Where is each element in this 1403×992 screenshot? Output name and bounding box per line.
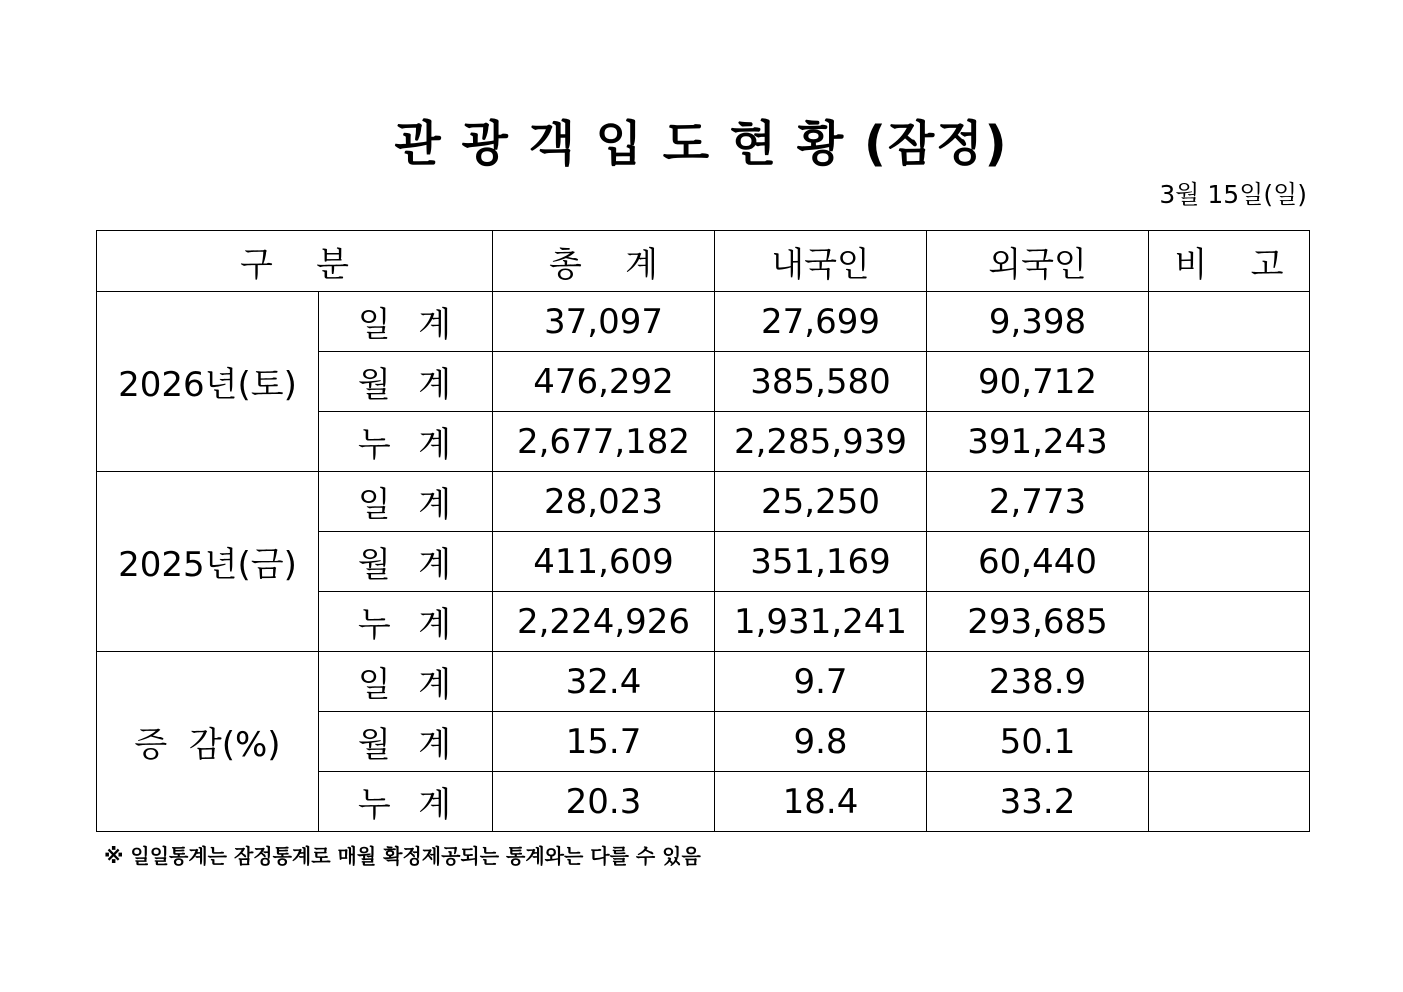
cell-remarks bbox=[1149, 352, 1310, 412]
cell-remarks bbox=[1149, 472, 1310, 532]
cell-total: 32.4 bbox=[493, 652, 715, 712]
row-sub-label: 누 계 bbox=[319, 592, 493, 652]
cell-domestic: 1,931,241 bbox=[715, 592, 927, 652]
row-group-label: 2026년(토) bbox=[97, 292, 319, 472]
header-total: 총 계 bbox=[493, 231, 715, 292]
cell-total: 15.7 bbox=[493, 712, 715, 772]
row-sub-label: 누 계 bbox=[319, 772, 493, 832]
row-sub-label: 일 계 bbox=[319, 652, 493, 712]
cell-remarks bbox=[1149, 532, 1310, 592]
cell-total: 2,224,926 bbox=[493, 592, 715, 652]
cell-total: 28,023 bbox=[493, 472, 715, 532]
cell-foreign: 50.1 bbox=[927, 712, 1149, 772]
page-title: 관 광 객 입 도 현 황 (잠정) bbox=[394, 116, 1009, 172]
cell-total: 20.3 bbox=[493, 772, 715, 832]
header-domestic: 내국인 bbox=[715, 231, 927, 292]
cell-total: 37,097 bbox=[493, 292, 715, 352]
row-sub-label: 월 계 bbox=[319, 712, 493, 772]
header-category: 구 분 bbox=[97, 231, 493, 292]
table-header-row bbox=[97, 231, 1310, 292]
cell-remarks bbox=[1149, 712, 1310, 772]
cell-domestic: 351,169 bbox=[715, 532, 927, 592]
cell-foreign: 9,398 bbox=[927, 292, 1149, 352]
cell-domestic: 25,250 bbox=[715, 472, 927, 532]
table-row bbox=[97, 652, 1310, 712]
cell-foreign: 293,685 bbox=[927, 592, 1149, 652]
cell-remarks bbox=[1149, 412, 1310, 472]
table-row bbox=[97, 292, 1310, 352]
row-sub-label: 누 계 bbox=[319, 412, 493, 472]
cell-domestic: 385,580 bbox=[715, 352, 927, 412]
cell-domestic: 2,285,939 bbox=[715, 412, 927, 472]
cell-foreign: 238.9 bbox=[927, 652, 1149, 712]
row-sub-label: 월 계 bbox=[319, 352, 493, 412]
cell-foreign: 33.2 bbox=[927, 772, 1149, 832]
footnote: ※ 일일통계는 잠정통계로 매월 확정제공되는 통계와는 다를 수 있음 bbox=[104, 844, 701, 868]
cell-foreign: 60,440 bbox=[927, 532, 1149, 592]
row-group-label: 증 감(%) bbox=[97, 652, 319, 832]
cell-total: 2,677,182 bbox=[493, 412, 715, 472]
cell-foreign: 391,243 bbox=[927, 412, 1149, 472]
row-group-label: 2025년(금) bbox=[97, 472, 319, 652]
row-sub-label: 월 계 bbox=[319, 532, 493, 592]
header-foreign: 외국인 bbox=[927, 231, 1149, 292]
cell-remarks bbox=[1149, 772, 1310, 832]
cell-foreign: 2,773 bbox=[927, 472, 1149, 532]
table-body bbox=[97, 231, 1310, 832]
table-row bbox=[97, 472, 1310, 532]
row-sub-label: 일 계 bbox=[319, 472, 493, 532]
cell-foreign: 90,712 bbox=[927, 352, 1149, 412]
header-remarks: 비 고 bbox=[1149, 231, 1310, 292]
tourist-stats-table bbox=[96, 230, 1310, 832]
cell-domestic: 9.7 bbox=[715, 652, 927, 712]
cell-remarks bbox=[1149, 292, 1310, 352]
report-date: 3월 15일(일) bbox=[1159, 180, 1307, 209]
cell-remarks bbox=[1149, 592, 1310, 652]
cell-total: 411,609 bbox=[493, 532, 715, 592]
cell-total: 476,292 bbox=[493, 352, 715, 412]
cell-remarks bbox=[1149, 652, 1310, 712]
cell-domestic: 9.8 bbox=[715, 712, 927, 772]
cell-domestic: 27,699 bbox=[715, 292, 927, 352]
row-sub-label: 일 계 bbox=[319, 292, 493, 352]
cell-domestic: 18.4 bbox=[715, 772, 927, 832]
